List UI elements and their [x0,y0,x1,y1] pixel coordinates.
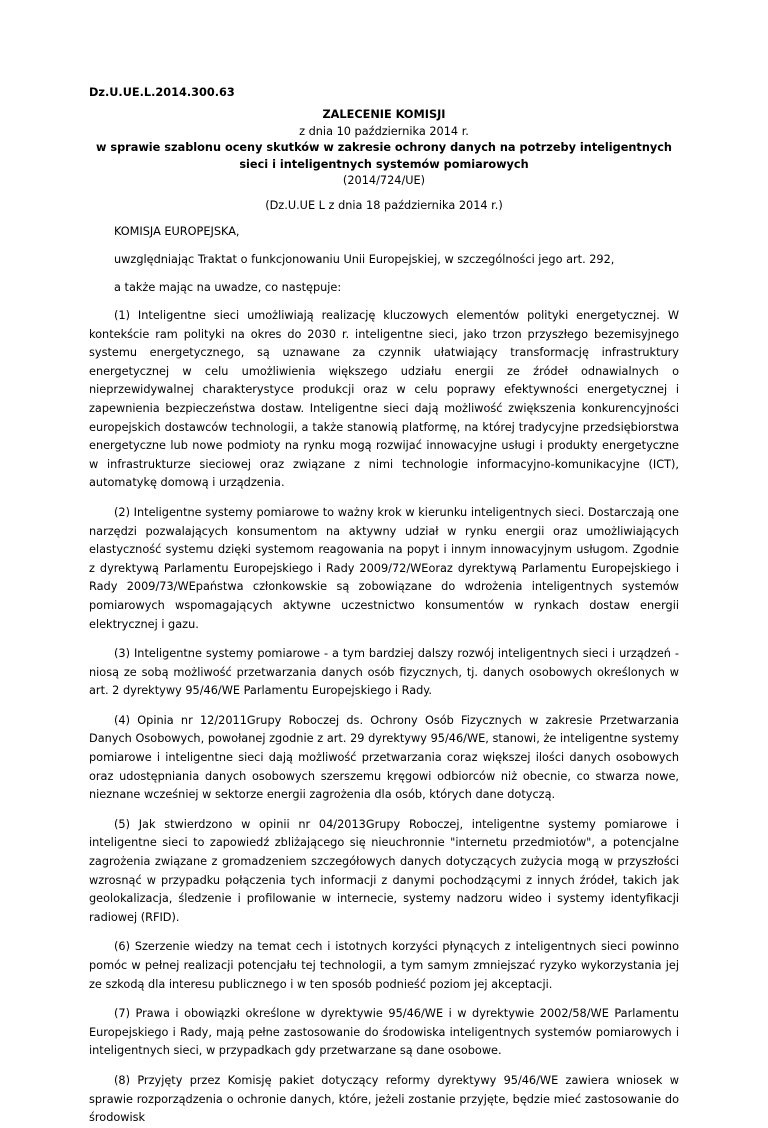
recital-7: (7) Prawa i obowiązki określone w dyrektywie 95/46/WE i w dyrektywie 2002/58/WE Parlamentu Europejskiego i Rady, mają pełne zastosowanie do środowiska inteligentnych systemów pomiarowych i inteligentnych sieci, w przypadkach gdy przetwarzane są dane osobowe. [89,1007,679,1058]
recital-5: (5) Jak stwierdzono w opinii nr 04/2013Grupy Roboczej, inteligentne systemy pomiarowe i inteligentne sieci to zapowiedź zbliżającego się nieuchronnie "internetu przedmiotów", a potencjalne zagrożenia związane z gromadzeniem szczegółowych danych dotyczących zużycia mogą w przyszłości wzrosnąć w przypadku połączenia tych informacji z danymi pochodzącymi z innych źródeł, takich jak geolokalizacja, śledzenie i profilowanie w internecie, systemy nadzoru wideo i systemy identyfikacji radiowej (RFID). [89,817,679,924]
recital-6: (6) Szerzenie wiedzy na temat cech i istotnych korzyści płynących z inteligentnych sieci powinno pomóc w pełnej realizacji potencjału tej technologii, a tym samym zmniejszać ryzyko wykorzystania jej ze szkodą dla interesu publicznego i w ten sposób podnieść poziom jej akceptacji. [89,940,679,991]
recital-1: (1) Inteligentne sieci umożliwiają realizację kluczowych elementów polityki energetycznej. W kontekście ram polityki na okres do 2030 r. inteligentne sieci, jako trzon przyszłego bezemisyjnego systemu energetycznego, są uznawane za czynnik ułatwiający transformację infrastruktury energetycznej w celu umożliwienia większego udziału energii ze źródeł odnawialnych o nieprzewidywalnej charakterystyce produkcji oraz w celu poprawy efektywności energetycznej i zapewnienia bezpieczeństwa dostaw. Inteligentne sieci dają możliwość zwiększenia konkurencyjności europejskich dostawców technologii, a także stanowią platformę, na której tradycyjne przedsiębiorstwa energetyczne lub nowe podmioty na rynku mogą rozwijać innowacyjne usługi i produkty energetyczne w infrastrukturze sieciowej oraz związane z nimi technologie informacyjno-komunikacyjne (ICT), automatykę domową i urządzenia. [89,309,679,490]
recital-2: (2) Inteligentne systemy pomiarowe to ważny krok w kierunku inteligentnych sieci. Dostarczają one narzędzi pozwalających konsumentom na aktywny udział w rynku energii oraz umożliwiających elastyczność systemu dzięki systemom reagowania na popyt i innym innowacyjnym usługom. Zgodnie z dyrektywą Parlamentu Europejskiego i Rady 2009/72/WEoraz dyrektywą Parlamentu Europejskiego i Rady 2009/73/WEpaństwa członkowskie są zobowiązane do wdrożenia inteligentnych systemów pomiarowych wspomagających aktywne uczestnictwo konsumentów w rynkach dostaw energii elektrycznej i gazu. [89,505,679,631]
document-subject-line-2: sieci i inteligentnych systemów pomiarowych [239,157,529,171]
recital-8: (8) Przyjęty przez Komisję pakiet dotyczący reformy dyrektywy 95/46/WE zawiera wniosek w sprawie rozporządzenia o ochronie danych, które, jeżeli zostanie przyjęte, będzie mieć zastosowanie do środowisk [89,1073,679,1125]
document-reference: Dz.U.UE.L.2014.300.63 [89,86,235,99]
preamble-commission: KOMISJA EUROPEJSKA, [114,225,240,238]
preamble-having-regard: uwzględniając Traktat o funkcjonowaniu Unii Europejskiej, w szczególności jego art. 292, [114,253,615,266]
publication-reference: (Dz.U.UE L z dnia 18 października 2014 r.) [265,198,503,212]
document-page [89,85,679,1128]
preamble-whereas: a także mając na uwadze, co następuje: [114,281,342,294]
recital-3: (3) Inteligentne systemy pomiarowe - a tym bardziej dalszy rozwój inteligentnych sieci i urządzeń - niosą ze sobą możliwość przetwarzania danych osób fizycznych, tj. danych osobowych określonych w art. 2 dyrektywy 95/46/WE Parlamentu Europejskiego i Rady. [89,647,679,698]
document-title: ZALECENIE KOMISJI [322,108,446,121]
document-subject-line-1: w sprawie szablonu oceny skutków w zakresie ochrony danych na potrzeby inteligentnych [96,141,672,154]
document-number: (2014/724/UE) [342,174,426,187]
recital-4: (4) Opinia nr 12/2011Grupy Roboczej ds. Ochrony Osób Fizycznych w zakresie Przetwarzania Danych Osobowych, powołanej zgodnie z art. 29 dyrektywy 95/46/WE, stanowi, że inteligentne systemy pomiarowe i inteligentne sieci dają możliwość przetwarzania coraz większej ilości danych osobowych oraz udostępniania danych osobowych szerszemu kręgowi odbiorców niż obecnie, co stwarza nowe, nieznane wcześniej w sektorze energii zagrożenia dla osób, których dane dotyczą. [89,713,679,802]
document-date: z dnia 10 października 2014 r. [299,124,469,138]
